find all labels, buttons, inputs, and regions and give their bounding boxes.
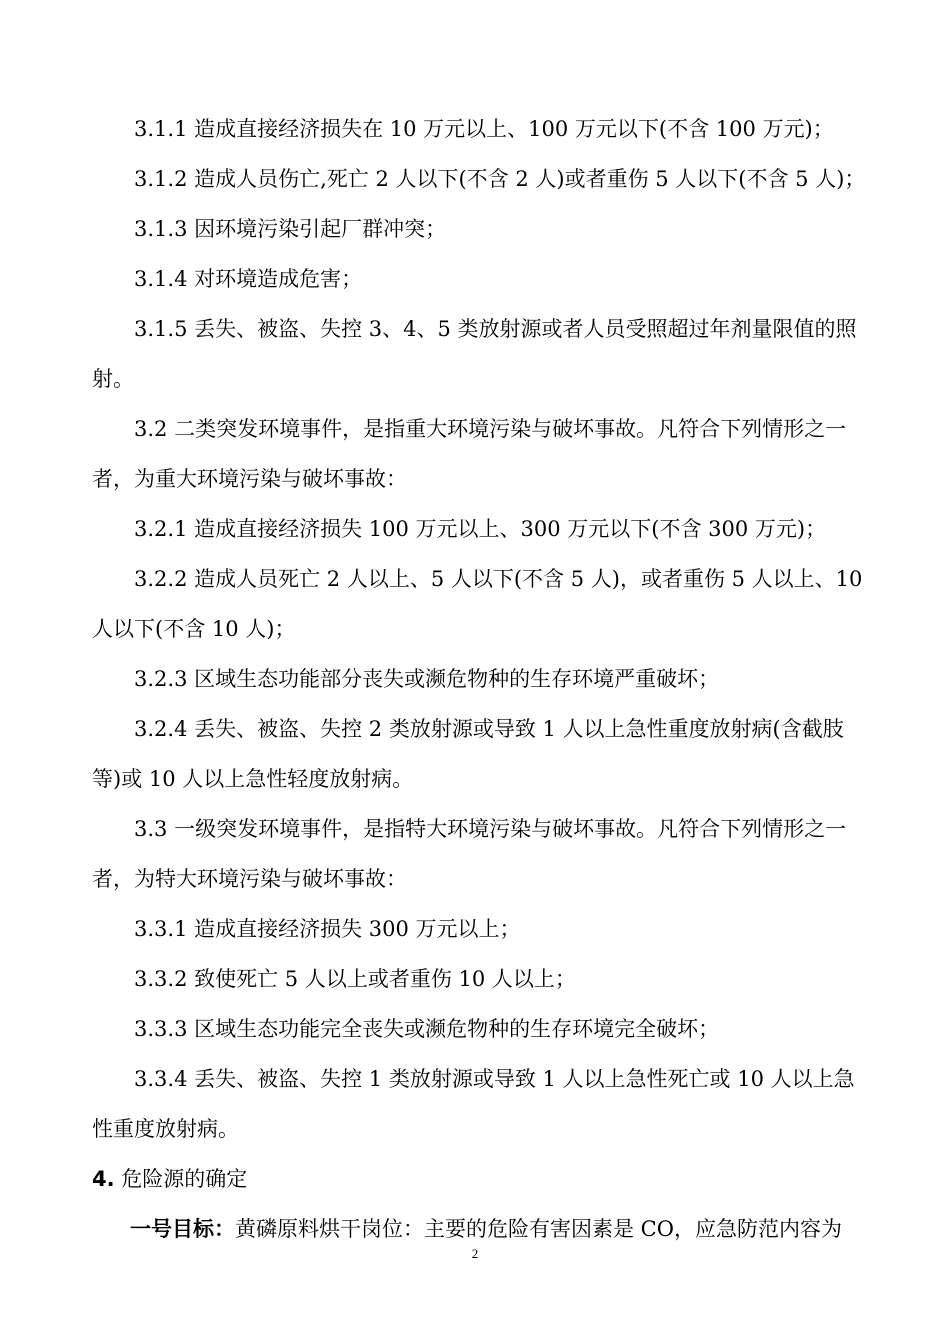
clause-3-2-3: 3.2.3 区域生态功能部分丧失或濒危物种的生存环境严重破坏； [134, 667, 720, 691]
clause-3-3-continued: 者，为特大环境污染与破坏事故： [92, 867, 407, 891]
clause-3-3-1: 3.3.1 造成直接经济损失 300 万元以上； [134, 917, 521, 941]
section-heading [92, 1154, 884, 1204]
clause-3-1-4: 3.1.4 对环境造成危害； [134, 267, 363, 291]
clause-3-2-4-continued: 等)或 10 人以上急性轻度放射病。 [92, 767, 414, 791]
clause-3-2-4: 3.2.4 丢失、被盗、失控 2 类放射源或导致 1 人以上急性重度放射病(含截肢 [134, 717, 844, 741]
clause-3-2-2: 3.2.2 造成人员死亡 2 人以上、5 人以下(不含 5 人)，或者重伤 5 人以上、10 [134, 567, 863, 591]
target-label: 一号目标： [130, 1217, 235, 1241]
clause-3-3-3: 3.3.3 区域生态功能完全丧失或濒危物种的生存环境完全破坏； [134, 1017, 720, 1041]
clause-3-1-3: 3.1.3 因环境污染引起厂群冲突； [134, 217, 447, 241]
clause-3-3-4-continued: 性重度放射病。 [92, 1117, 239, 1141]
clause-3-1-1: 3.1.1 造成直接经济损失在 10 万元以上、100 万元以下(不含 100 万元)； [134, 117, 834, 141]
clause-3-1-5: 3.1.5 丢失、被盗、失控 3、4、5 类放射源或者人员受照超过年剂量限值的照 [134, 317, 857, 341]
clause-3-2-1: 3.2.1 造成直接经济损失 100 万元以上、300 万元以下(不含 300 万元)； [134, 517, 827, 541]
target-text: 黄磷原料烘干岗位：主要的危险有害因素是 CO，应急防范内容为 [235, 1217, 842, 1241]
clause-3-3: 3.3 一级突发环境事件，是指特大环境污染与破坏事故。凡符合下列情形之一 [134, 817, 847, 841]
clause-3-2: 3.2 二类突发环境事件，是指重大环境污染与破坏事故。凡符合下列情形之一 [134, 417, 847, 441]
clause-3-3-4: 3.3.4 丢失、被盗、失控 1 类放射源或导致 1 人以上急性死亡或 10 人以上急 [134, 1067, 855, 1091]
clause-3-1-5-continued: 射。 [92, 367, 134, 391]
page-number: 2 [471, 1246, 479, 1261]
document-body [92, 104, 884, 1254]
clause-3-2-continued: 者，为重大环境污染与破坏事故： [92, 467, 407, 491]
clause-3-3-2: 3.3.2 致使死亡 5 人以上或者重伤 10 人以上； [134, 967, 576, 991]
clause-3-2-2-continued: 人以下(不含 10 人)； [92, 617, 296, 641]
section-title: 危险源的确定 [121, 1167, 248, 1191]
section-number: 4. [92, 1167, 115, 1191]
clause-3-1-2: 3.1.2 造成人员伤亡,死亡 2 人以下(不含 2 人)或者重伤 5 人以下(不含 5 人)； [134, 167, 866, 191]
